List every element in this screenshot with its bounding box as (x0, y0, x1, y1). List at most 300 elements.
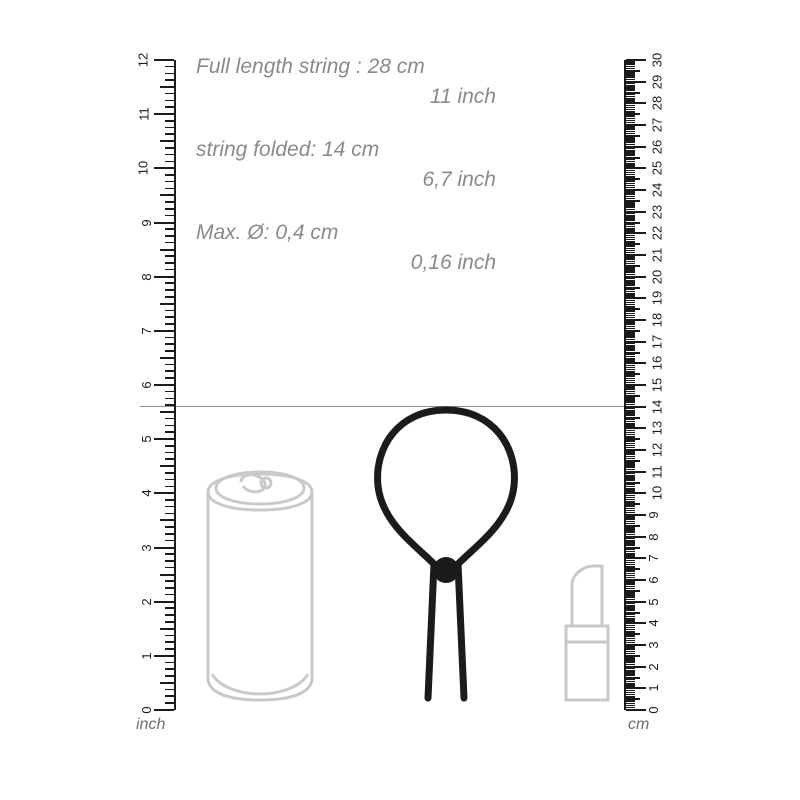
spec-diameter-metric: Max. Ø: 0,4 cm (196, 220, 339, 244)
ruler-tick (626, 677, 640, 679)
ruler-tick (626, 274, 635, 276)
ruler-tick (626, 154, 635, 156)
ruler-tick (626, 414, 635, 416)
ruler-tick (626, 475, 635, 477)
ruler-tick (626, 642, 635, 644)
ruler-tick (626, 579, 646, 581)
ruler-tick (626, 213, 635, 215)
ruler-tick (165, 228, 174, 230)
ruler-tick (626, 111, 635, 113)
ruler-tick (626, 241, 635, 243)
ruler-tick (626, 163, 635, 165)
spec-folded (196, 135, 526, 196)
ruler-tick (626, 295, 635, 297)
ruler-tick (626, 458, 635, 460)
ruler-tick (165, 296, 174, 298)
ruler-tick-label: 10 (649, 486, 665, 501)
ruler-tick (165, 445, 174, 447)
ruler-tick (154, 655, 174, 657)
ruler-tick (165, 553, 174, 555)
ruler-tick (626, 63, 635, 65)
ruler-tick (165, 343, 174, 345)
ruler-tick (626, 141, 635, 143)
ruler-tick (626, 308, 640, 310)
ruler-tick-label: 12 (135, 52, 151, 68)
ruler-tick (626, 672, 635, 674)
ruler-tick (626, 72, 635, 74)
ruler-tick-label: 3 (646, 641, 662, 649)
ruler-tick (626, 443, 635, 445)
ruler-tick (626, 178, 640, 180)
ruler-tick (626, 616, 635, 618)
ruler-tick (626, 365, 635, 367)
ruler-tick (165, 418, 174, 420)
ruler-tick (165, 269, 174, 271)
ruler-tick (626, 267, 635, 269)
ruler-tick (626, 120, 635, 122)
ruler-tick (165, 431, 174, 433)
ruler-tick (626, 191, 635, 193)
ruler-tick (626, 326, 635, 328)
ruler-tick (626, 282, 635, 284)
ruler-tick-label: 23 (649, 204, 665, 219)
ruler-tick (626, 328, 635, 330)
ruler-tick (626, 317, 635, 319)
ruler-tick-label: 0 (646, 706, 662, 714)
ruler-tick (626, 237, 635, 239)
ruler-tick (626, 115, 635, 117)
ruler-tick (626, 512, 635, 514)
ruler-tick (626, 599, 635, 601)
ruler-tick (626, 620, 635, 622)
ruler-tick (626, 657, 635, 659)
ruler-tick (626, 349, 635, 351)
ruler-tick (626, 484, 635, 486)
ruler-tick (626, 105, 635, 107)
ruler-tick (626, 239, 635, 241)
ruler-tick (626, 315, 635, 317)
ruler-tick (165, 100, 174, 102)
ruler-tick (626, 382, 635, 384)
ruler-tick (160, 574, 174, 576)
ruler-tick (165, 472, 174, 474)
ruler-tick (626, 527, 635, 529)
ruler-tick (626, 575, 635, 577)
ruler-tick (165, 201, 174, 203)
ruler-tick (626, 596, 635, 598)
ruler-tick (626, 85, 635, 87)
ruler-tick-label: 4 (138, 489, 154, 497)
ruler-tick (626, 529, 635, 531)
ruler-tick (626, 258, 635, 260)
ruler-tick (626, 224, 635, 226)
ruler-tick (165, 404, 174, 406)
ruler-tick (626, 698, 640, 700)
ruler-tick (626, 594, 635, 596)
ruler-tick (165, 513, 174, 515)
ruler-tick (626, 94, 635, 96)
ruler-tick (154, 384, 174, 386)
ruler-tick (626, 460, 640, 462)
ruler-tick (165, 499, 174, 501)
ruler-tick (626, 679, 635, 681)
ruler-tick (626, 477, 635, 479)
ruler-tick (626, 369, 635, 371)
ruler-tick (626, 341, 646, 343)
spec-diameter-imperial: 0,16 inch (410, 251, 496, 275)
ruler-tick (626, 640, 635, 642)
ruler-tick (626, 497, 635, 499)
ruler-tick (626, 692, 635, 694)
ruler-tick (160, 194, 174, 196)
ruler-tick (626, 631, 635, 633)
ruler-tick-label: 18 (649, 312, 665, 328)
ruler-tick (626, 89, 635, 91)
ruler-tick-label: 3 (138, 543, 154, 552)
ruler-tick (626, 705, 635, 707)
ruler-tick (154, 167, 174, 169)
ruler-tick (165, 614, 174, 616)
ruler-tick (626, 170, 635, 172)
ruler-tick (165, 154, 174, 156)
ruler-tick (165, 282, 174, 284)
ruler-tick-label: 13 (649, 421, 665, 436)
spec-full-length (196, 52, 526, 113)
ruler-tick (165, 337, 174, 339)
ruler-tick (626, 122, 635, 124)
ruler-tick (165, 316, 174, 318)
ruler-tick (165, 133, 174, 135)
ruler-tick (626, 488, 635, 490)
ruler-tick (626, 215, 635, 217)
ruler-tick-label: 19 (649, 291, 665, 306)
ruler-tick (165, 106, 174, 108)
ruler-tick (626, 135, 640, 137)
ruler-tick (626, 553, 635, 555)
ruler-tick (626, 100, 635, 102)
ruler-tick (626, 291, 635, 293)
ruler-tick (626, 627, 635, 629)
ruler-tick (165, 458, 174, 460)
ruler-tick (626, 674, 635, 676)
ruler-tick (626, 276, 646, 278)
ruler-tick (626, 150, 635, 152)
ruler-tick (626, 516, 635, 518)
ruler-tick (626, 612, 640, 614)
ruler-tick (626, 66, 635, 68)
ruler-tick (626, 453, 635, 455)
ruler-tick (165, 506, 174, 508)
ruler-tick (626, 196, 635, 198)
ruler-tick (626, 417, 640, 419)
ruler-tick (626, 573, 635, 575)
ruler-tick-label: 4 (646, 619, 662, 627)
ruler-tick (154, 547, 174, 549)
ruler-tick-label: 1 (646, 684, 662, 692)
ruler-tick (626, 709, 646, 711)
ruler-tick (626, 531, 635, 533)
ruler-tick (626, 432, 635, 434)
ruler-tick (626, 633, 640, 635)
ruler-tick (626, 508, 635, 510)
ruler-tick (626, 159, 635, 161)
ruler-tick (626, 313, 635, 315)
ruler-tick (165, 587, 174, 589)
ruler-tick-label: 30 (649, 52, 665, 68)
ruler-tick (160, 628, 174, 630)
ruler-tick (160, 357, 174, 359)
ruler-tick (626, 505, 635, 507)
ruler-tick (626, 399, 635, 401)
ruler-tick (626, 362, 646, 364)
ruler-tick-label: 16 (649, 356, 665, 371)
ruler-tick-label: 11 (649, 464, 665, 479)
ruler-tick (626, 404, 635, 406)
ruler-tick (626, 339, 635, 341)
ruler-tick (626, 683, 635, 685)
ruler-tick (626, 518, 635, 520)
ruler-tick (165, 289, 174, 291)
ruler-tick (626, 87, 635, 89)
soda-can-reference-icon (186, 452, 334, 704)
ruler-tick (626, 408, 635, 410)
ruler-tick-label: 2 (138, 598, 154, 606)
ruler-tick (626, 625, 635, 627)
ruler-tick (626, 146, 646, 148)
ruler-tick (626, 603, 635, 605)
ruler-tick (165, 73, 174, 75)
ruler-tick (165, 181, 174, 183)
ruler-tick (626, 343, 635, 345)
ruler-tick (626, 367, 635, 369)
ruler-tick (626, 124, 646, 126)
ruler-tick (165, 235, 174, 237)
ruler-tick (165, 188, 174, 190)
ruler-centimeters-unit: cm (628, 716, 650, 733)
ruler-tick (626, 76, 635, 78)
ruler-tick (626, 334, 635, 336)
ruler-tick (626, 635, 635, 637)
ruler-tick (626, 447, 635, 449)
ruler-tick (626, 659, 635, 661)
ruler-tick (626, 514, 646, 516)
ruler-tick (626, 471, 646, 473)
ruler-tick-label: 25 (649, 161, 665, 176)
ruler-tick (165, 594, 174, 596)
ruler-tick (626, 397, 635, 399)
ruler-tick (626, 161, 635, 163)
ruler-tick (165, 567, 174, 569)
ruler-tick (165, 391, 174, 393)
ruler-tick (160, 140, 174, 142)
lipstick-reference-icon (556, 562, 618, 704)
ruler-tick (626, 423, 635, 425)
ruler-tick (165, 66, 174, 68)
ruler-tick (626, 523, 635, 525)
ruler-tick (165, 120, 174, 122)
ruler-tick (626, 378, 635, 380)
ruler-tick (626, 534, 635, 536)
ruler-tick (626, 670, 635, 672)
ruler-tick (626, 79, 635, 81)
ruler-tick-label: 9 (138, 218, 154, 227)
ruler-tick (626, 206, 635, 208)
ruler-tick (626, 113, 640, 115)
ruler-tick (626, 356, 635, 358)
ruler-tick (626, 703, 635, 705)
ruler-tick (626, 183, 635, 185)
ruler-tick (626, 271, 635, 273)
ruler-tick (626, 92, 640, 94)
ruler-tick (626, 265, 640, 267)
ruler-tick (165, 161, 174, 163)
ruler-tick (626, 148, 635, 150)
ruler-tick (626, 551, 635, 553)
ruler-tick (165, 668, 174, 670)
ruler-tick (626, 287, 640, 289)
ruler-tick (165, 364, 174, 366)
ruler-tick (626, 668, 635, 670)
ruler-tick-label: 28 (649, 96, 665, 111)
ruler-tick (165, 174, 174, 176)
ruler-tick (165, 425, 174, 427)
ruler-tick (626, 204, 635, 206)
ruler-tick (626, 566, 635, 568)
ruler-tick (626, 601, 646, 603)
ruler-tick (626, 336, 635, 338)
ruler-tick (626, 96, 635, 98)
ruler-tick (626, 501, 635, 503)
ruler-tick (626, 653, 635, 655)
ruler-tick (626, 347, 635, 349)
ruler-tick-label: 20 (649, 269, 665, 284)
ruler-tick (626, 263, 635, 265)
ruler-tick (626, 310, 635, 312)
ruler-tick (626, 250, 635, 252)
ruler-tick (165, 533, 174, 535)
ruler-tick-label: 29 (649, 74, 665, 89)
ruler-tick (626, 521, 635, 523)
ruler-tick (160, 519, 174, 521)
ruler-tick (626, 200, 640, 202)
ruler-tick (626, 172, 635, 174)
ruler-tick (626, 648, 635, 650)
ruler-tick (626, 219, 635, 221)
ruler-tick (165, 689, 174, 691)
ruler-tick (165, 560, 174, 562)
ruler-tick (626, 209, 635, 211)
ruler-tick (626, 189, 646, 191)
ruler-tick (626, 570, 635, 572)
ruler-tick (626, 198, 635, 200)
ruler-inches-axis (174, 60, 176, 710)
ruler-tick (626, 644, 646, 646)
ruler-tick-label: 24 (649, 182, 665, 198)
ruler-tick (626, 144, 635, 146)
ruler-tick (626, 118, 635, 120)
ruler-tick (626, 302, 635, 304)
ruler-tick (165, 242, 174, 244)
ruler-tick-label: 7 (138, 327, 154, 335)
ruler-tick (626, 609, 635, 611)
ruler-tick (626, 544, 635, 546)
ruler-tick (626, 473, 635, 475)
ruler-tick (626, 187, 635, 189)
ruler-tick (626, 107, 635, 109)
ruler-tick (626, 131, 635, 133)
ruler-tick-label: 15 (649, 377, 665, 393)
ruler-tick (626, 61, 635, 63)
ruler-tick (154, 601, 174, 603)
ruler-tick (626, 284, 635, 286)
ruler-tick (626, 126, 635, 128)
ruler-tick (626, 557, 646, 559)
ruler-tick (626, 651, 635, 653)
ruler-tick (626, 588, 635, 590)
ruler-tick (626, 245, 635, 247)
ruler-tick (626, 352, 640, 354)
ruler-tick (626, 490, 635, 492)
ruler-tick (626, 68, 635, 70)
ruler-tick (165, 479, 174, 481)
ruler-tick (626, 137, 635, 139)
ruler-tick (626, 462, 635, 464)
ruler-tick (626, 228, 635, 230)
ruler-tick (154, 113, 174, 115)
ruler-tick (626, 486, 635, 488)
ruler-tick (626, 495, 635, 497)
ruler-tick (626, 700, 635, 702)
ruler-tick (626, 434, 635, 436)
ruler-tick (626, 707, 635, 709)
ruler-tick (165, 635, 174, 637)
ruler-tick (160, 86, 174, 88)
ruler-tick-label: 8 (646, 533, 662, 541)
ruler-tick (626, 248, 635, 250)
ruler-tick (626, 538, 635, 540)
specifications-block (196, 52, 526, 301)
ruler-tick (626, 393, 635, 395)
ruler-tick (626, 401, 635, 403)
ruler-tick (165, 540, 174, 542)
ruler-tick (626, 456, 635, 458)
ruler-tick (626, 165, 635, 167)
ruler-tick (626, 354, 635, 356)
ruler-tick (165, 648, 174, 650)
ruler-tick (160, 465, 174, 467)
ruler-tick (626, 536, 646, 538)
ruler-tick (165, 147, 174, 149)
ruler-inches (120, 52, 176, 714)
ruler-tick (626, 547, 640, 549)
ruler-tick (626, 586, 635, 588)
ruler-tick (626, 384, 646, 386)
ruler-tick (165, 607, 174, 609)
ruler-tick (626, 577, 635, 579)
ruler-tick (626, 70, 640, 72)
spec-diameter (196, 218, 526, 279)
ruler-tick (165, 79, 174, 81)
ruler-tick (626, 564, 635, 566)
ruler-tick (626, 193, 635, 195)
ruler-tick (626, 256, 635, 258)
ruler-tick (626, 180, 635, 182)
ruler-tick (626, 592, 635, 594)
ruler-tick (626, 217, 635, 219)
ruler-tick (626, 293, 635, 295)
ruler-tick (165, 208, 174, 210)
ruler-tick (165, 323, 174, 325)
